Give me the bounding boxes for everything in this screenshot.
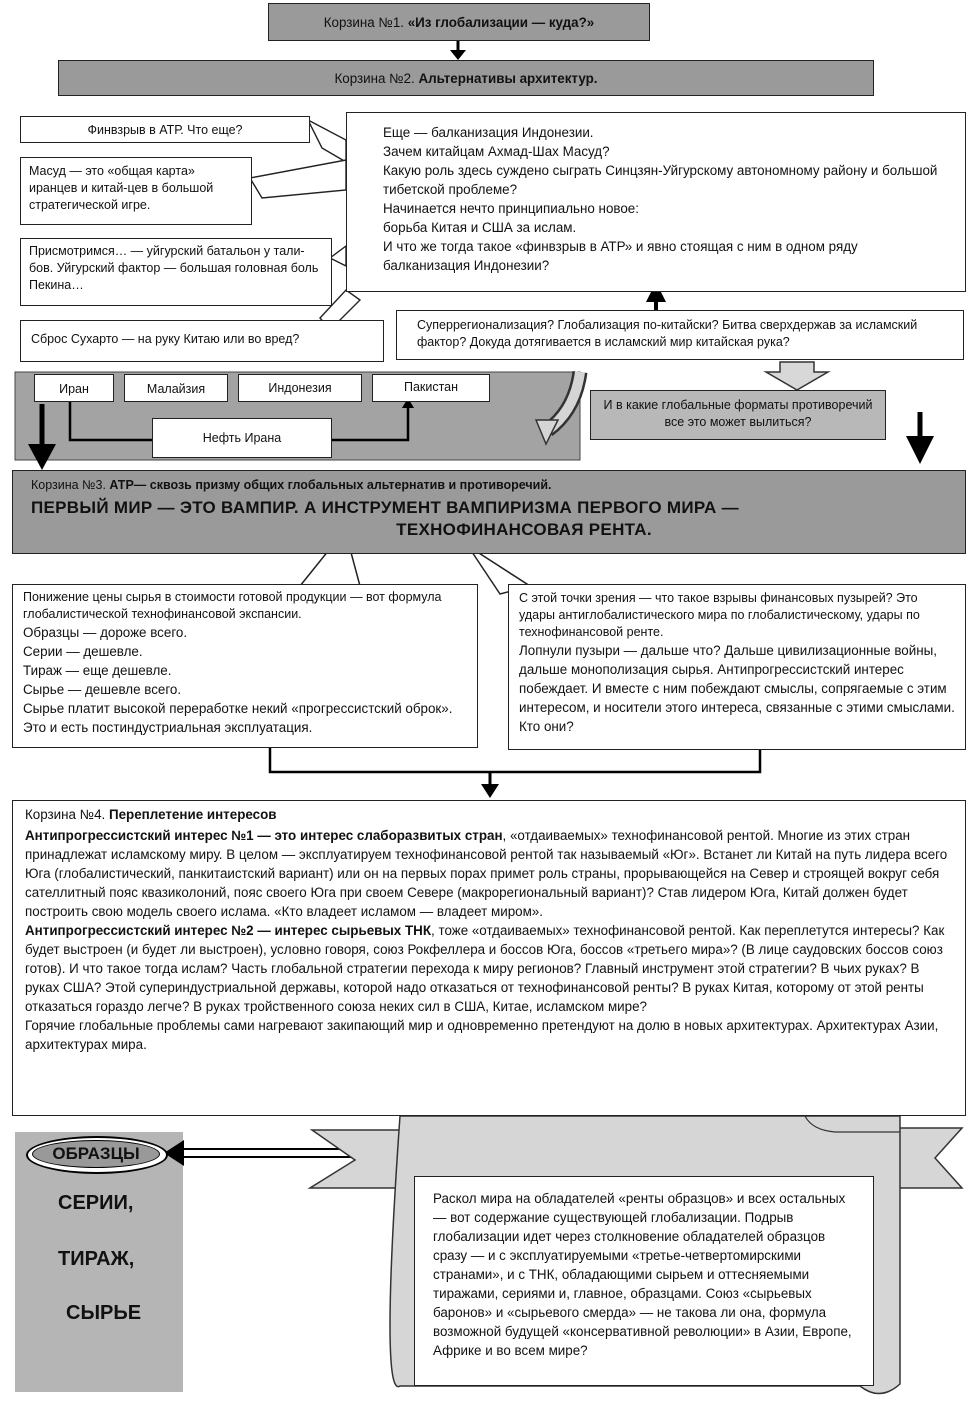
main-line-3: Какую роль здесь суждено сыграть Синцзян-Уйгурскому автономному району и большой тибетской проблеме? (383, 163, 938, 198)
raw-material-formula-box (12, 584, 478, 748)
basket-1-prefix: Корзина №1. (323, 15, 408, 30)
main-line-6: И что же тогда такое «финвзрыв в АТР» и явно стоящая с ним в одном ряду балканизация Индонезии? (383, 239, 858, 274)
global-formats-box: И в какие глобальные форматы противоречий все это может вылиться? (590, 390, 886, 440)
interest-1-text: , «отдаиваемых» технофинансовой рентой. Многие из этих стран принадлежат исламскому миру. В целом — эксплуатируем технофинансовой рентой так называемый «Юг». Встанет ли Китай на путь лидера всего Юга (глобалистический, панкитаистский вариант) или он на первых порах примет роль страны, прорывающейся на Север и строящей вокруг себя сателлитный пояс квазиколоний, пояс своего Юга при своем Севере (макрорегиональный вариант)? Став лидером Юга, Китай должен будет построить свою модель своего ислама. «Кто владеет исламом — владеет миром». (25, 828, 948, 920)
country-malaysia: Малайзия (124, 374, 228, 402)
superregionalization-box: Суперрегионализация? Глобализация по-китайски? Битва сверхдержав за исламский фактор? Докуда дотягивается в исламский мир китайская рука? (396, 310, 964, 360)
basket-2-prefix: Корзина №2. (334, 71, 419, 86)
basket-4-box (12, 800, 966, 1116)
basket-3-title: АТР— сквозь призму общих глобальных альтернатив и противоречий. (109, 478, 552, 492)
basket-2-header (58, 60, 874, 96)
formula-intro: Понижение цены сырья в стоимости готовой продукции — вот формула глобалистической технофинансовой экспансии. (23, 590, 442, 621)
interest-1-heading: Антипрогрессистский интерес №1 — это интерес слаборазвитых стран (25, 828, 503, 844)
basket-4-conclusion: Горячие глобальные проблемы сами нагревают закипающий мир и одновременно претендуют на долю в новых архитектурах. Архитектурах Азии, архитектурах мира. (25, 1018, 939, 1053)
oil-of-iran: Нефть Ирана (152, 418, 332, 458)
basket-3-prefix: Корзина №3. (31, 478, 110, 492)
obraztsy-label: ОБРАЗЦЫ (32, 1140, 160, 1168)
bubbles-body: Лопнули пузыри — дальше что? Дальше цивилизационные войны, дальше монополизация сырья. Антипрогрессистский интерес побеждает. И вместе с ним побеждают смыслы, сопрягаемые с этим интересом, и носители этого интереса, связанные с этими смыслами. Кто они? (519, 642, 955, 734)
bubbles-intro: С этой точки зрения — что такое взрывы финансовых пузырей? Это удары антиглобалистического мира по глобалистическому, удары по технофинансовой ренте. (519, 591, 920, 639)
interest-2-heading: Антипрогрессистский интерес №2 — интерес сырьевых ТНК (25, 923, 432, 939)
main-question-box (346, 112, 966, 292)
callout-suharto: Сброс Сухарто — на руку Китаю или во вред? (20, 320, 384, 362)
basket-3-header (12, 470, 966, 554)
callout-uighur: Присмотримся… — уйгурский батальон у тали-бов. Уйгурский фактор — большая головная боль Пекина… (20, 238, 332, 306)
basket-1-header (268, 3, 650, 41)
main-line-5: борьба Китая и США за ислам. (383, 220, 577, 236)
ladder-raw-material: СЫРЬЕ (66, 1302, 142, 1324)
basket-3-headline-2: ТЕХНОФИНАНСОВАЯ РЕНТА. (396, 519, 652, 539)
formula-line-3: Тираж — еще дешевле. (23, 662, 172, 678)
arrow-down-icon (450, 50, 466, 60)
scroll-text-box: Раскол мира на обладателей «ренты образцов» и всех остальных — вот содержание существующей глобализации. Подрыв глобализации идет через столкновение обладателей образцов сразу — и с эксплуатируемыми «третье-четвертомирскими странами», и с ТНК, обладающими сырьем и оттесняемыми тиражами, сериями и, главное, образцами. Союз «сырьевых баронов» и «сырьевого смерда» — не такова ли она, формула возможной будущей «консервативной революции» в Азии, Европе, Африке и во всем мире? (414, 1176, 874, 1386)
ladder-series: СЕРИИ, (58, 1192, 134, 1214)
main-line-4: Начинается нечто принципиально новое: (383, 201, 639, 217)
basket-3-headline-1: ПЕРВЫЙ МИР — ЭТО ВАМПИР. А ИНСТРУМЕНТ ВАМПИРИЗМА ПЕРВОГО МИРА — (31, 497, 739, 517)
formula-line-2: Серии — дешевле. (23, 643, 143, 659)
country-indonesia: Индонезия (238, 374, 362, 402)
formula-line-4: Сырье — дешевле всего. (23, 681, 182, 697)
main-line-2: Зачем китайцам Ахмад-Шах Масуд? (383, 144, 610, 160)
basket-1-title: «Из глобализации — куда?» (407, 15, 595, 30)
basket-4-title: Переплетение интересов (108, 807, 277, 822)
obraztsy-oval-wrapper (22, 1132, 172, 1174)
hollow-arrow-down-icon (766, 362, 828, 390)
basket-2-title: Альтернативы архитектур. (418, 71, 598, 86)
formula-line-1: Образцы — дороже всего. (23, 624, 188, 640)
country-pakistan: Пакистан (372, 374, 490, 402)
basket-4-prefix: Корзина №4. (25, 807, 109, 822)
financial-bubbles-box (508, 584, 966, 750)
callout-finvzryv: Финвзрыв в АТР. Что еще? (20, 116, 310, 143)
ladder-circulation: ТИРАЖ, (58, 1248, 135, 1270)
interest-2-text: , тоже «отдаиваемых» технофинансовой рентой. Как переплетутся интересы? Как будет выстроен (и будет ли выстроен), условно говоря, союз Рокфеллера и боссов Юга, боссов «третьего мира»? (В лице саудовских боссов союз готов). И что такое тогда ислам? Часть глобальной стратегии перехода к миру регионов? Главный инструмент этой стратегии? В чьих руках? В руках США? Этой супериндустриальной державы, которой надо отказаться от технофинансовой ренты? В руках Китая, которому от этой ренты отказаться гораздо легче? В руках тройственного союза неких сил в США, Китае, исламском мире? (25, 923, 945, 1015)
formula-outro: Сырье платит высокой переработке некий «прогрессистский оброк». Это и есть постиндустриальная эксплуатация. (23, 700, 453, 735)
main-line-1: Еще — балканизация Индонезии. (383, 125, 594, 140)
callout-masud: Масуд — это «общая карта» иранцев и китай-цев в большой стратегической игре. (20, 157, 252, 225)
country-iran: Иран (34, 374, 114, 402)
